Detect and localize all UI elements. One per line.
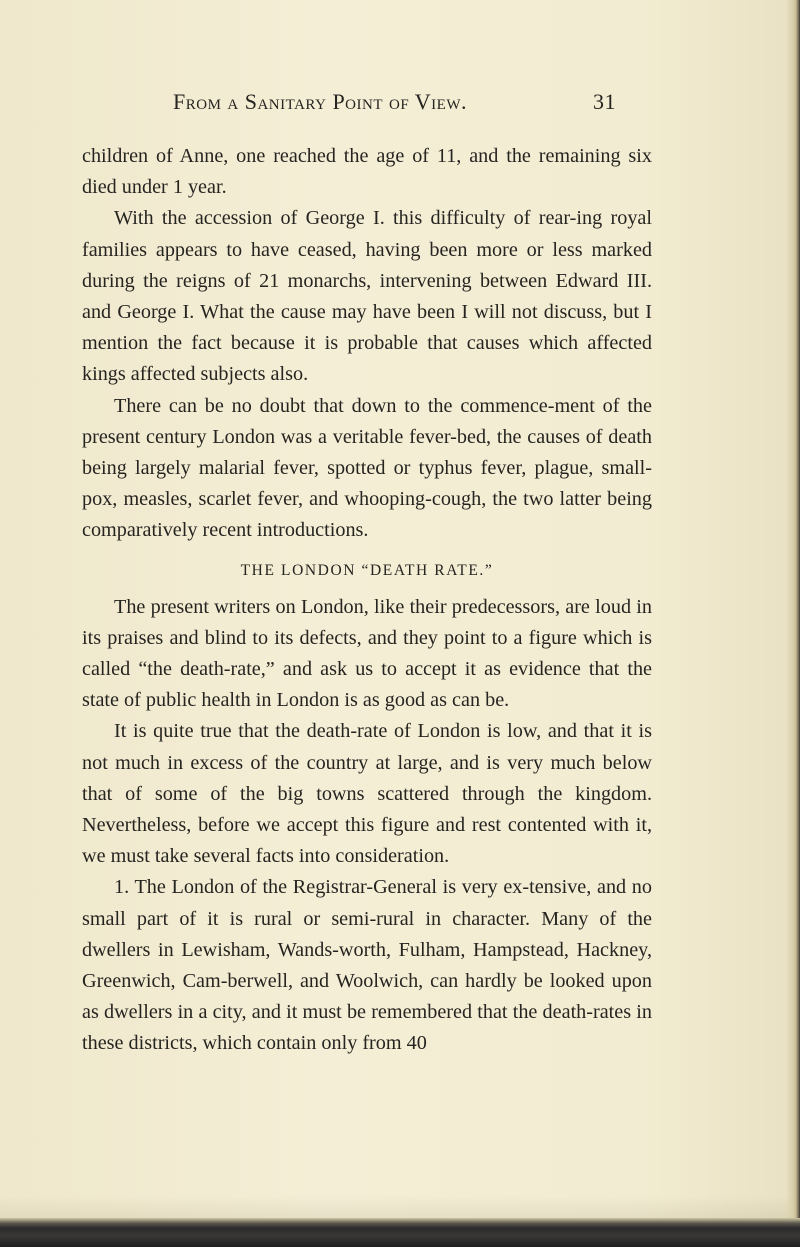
page-bottom-edge xyxy=(0,1218,800,1247)
page-right-edge xyxy=(786,0,800,1247)
paragraph-continuation: children of Anne, one reached the age of 11, and the remaining six died under 1 year. xyxy=(82,145,652,199)
paragraph-royal-families: With the accession of George I. this difficulty of rear-ing royal families appears to have ceased, having been more or less marked during the reigns of 21 monarchs, intervening between Edward III. and George I. What the cause may have been I will not discuss, but I mention the fact because it is probable that causes which affected kings affected subjects also. xyxy=(82,207,652,386)
page-number: 31 xyxy=(593,89,616,114)
section-heading: THE LONDON “DEATH RATE.” xyxy=(240,561,494,579)
running-title: From a Sanitary Point of View. xyxy=(173,89,467,114)
paragraph-death-rate-low: It is quite true that the death-rate of London is low, and that it is not much in excess of the country at large, and is very much below that of some of the big towns scattered through the kingdom. Nevertheless, before we accept this figure and rest contented with it, we must take several facts into consideration. xyxy=(82,720,652,868)
page-bottom-shadow xyxy=(0,1195,800,1219)
paragraph-present-writers: The present writers on London, like their predecessors, are loud in its praises and blind to its defects, and they point to a figure which is called “the death-rate,” and ask us to accept it as evidence that the state of public health in London is as good as can be. xyxy=(82,595,652,712)
paragraph-fever-bed: There can be no doubt that down to the commence-ment of the present century London was a veritable fever-bed, the causes of death being largely malarial fever, spotted or typhus fever, plague, small-pox, measles, scarlet fever, and whooping-cough, the two latter being comparatively recent introductions. xyxy=(82,394,652,542)
body-text xyxy=(82,141,652,1060)
paragraph-registrar-general: 1. The London of the Registrar-General is very ex-tensive, and no small part of it is rural or semi-rural in character. Many of the dwellers in Lewisham, Wands-worth, Fulham, Hampstead, Hackney, Greenwich, Cam-berwell, and Woolwich, can hardly be looked upon as dwellers in a city, and it must be remembered that the death-rates in these districts, which contain only from 40 xyxy=(82,876,652,1055)
running-header xyxy=(173,88,653,116)
